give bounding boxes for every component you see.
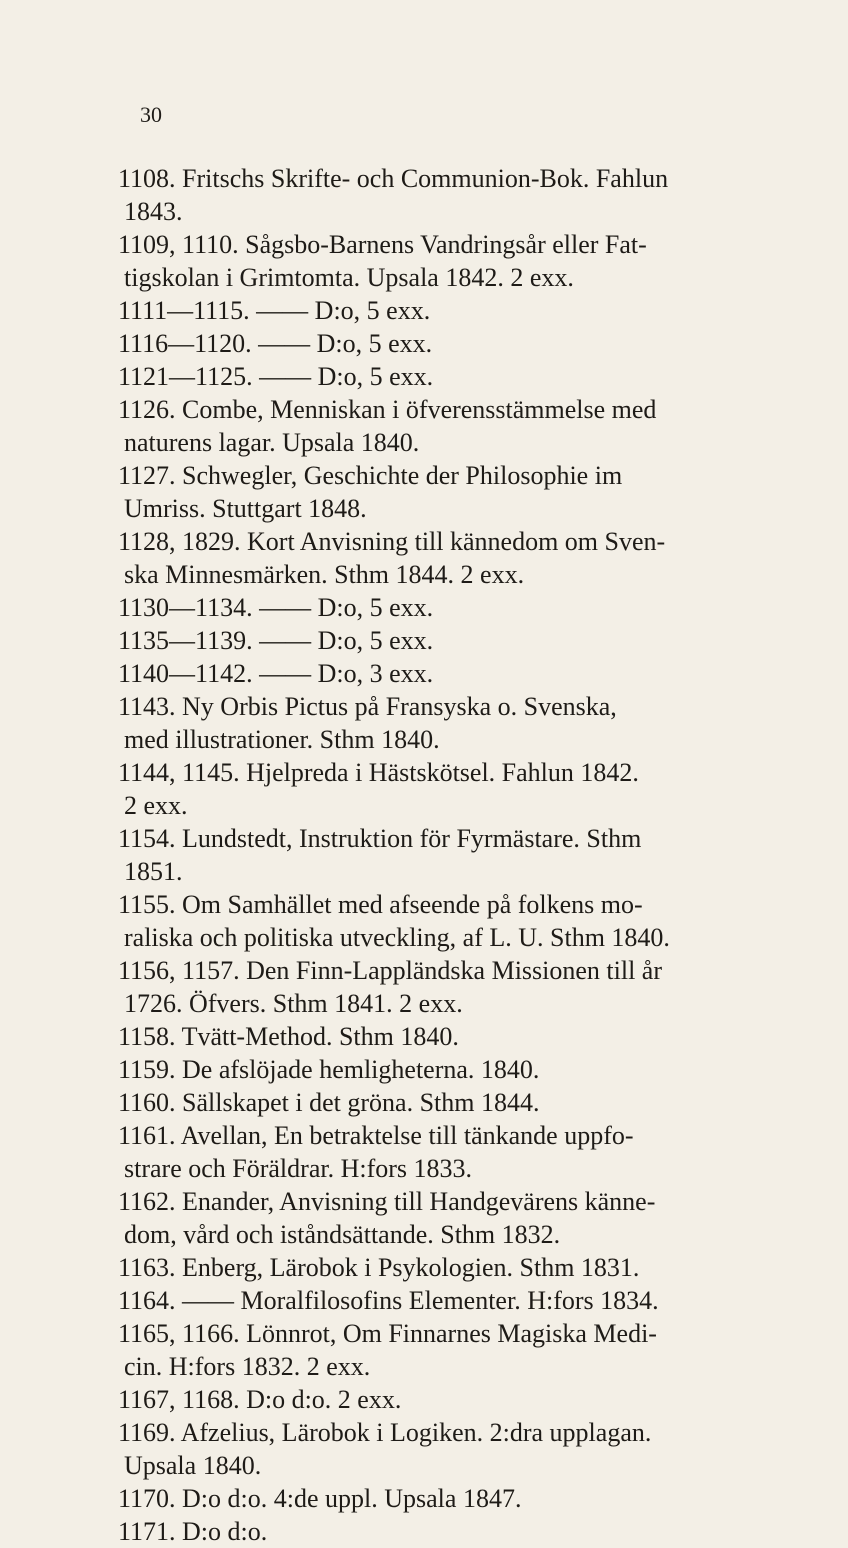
entry-line: 1130—1134. —— D:o, 5 exx.: [118, 593, 434, 622]
entry-continuation: naturens lagar. Upsala 1840.: [124, 428, 420, 457]
entry-line: 1165, 1166. Lönnrot, Om Finnarnes Magiska Medi-: [118, 1319, 657, 1348]
catalog-entry: [112, 888, 802, 954]
entry-continuation: strare och Föräldrar. H:fors 1833.: [124, 1154, 473, 1183]
catalog-entry: [112, 327, 802, 360]
entry-continuation: med illustrationer. Sthm 1840.: [124, 725, 440, 754]
entry-continuation: 1726. Öfvers. Sthm 1841. 2 exx.: [124, 989, 463, 1018]
entry-line: 1144, 1145. Hjelpreda i Hästskötsel. Fahlun 1842.: [118, 758, 639, 787]
entry-line: 1135—1139. —— D:o, 5 exx.: [118, 626, 434, 655]
entry-continuation: Upsala 1840.: [124, 1451, 262, 1480]
catalog-entry: [112, 360, 802, 393]
entry-line: 1111—1115. —— D:o, 5 exx.: [118, 296, 431, 325]
catalog-entries: [112, 162, 802, 1548]
catalog-entry: [112, 1020, 802, 1053]
catalog-entry: [112, 1317, 802, 1383]
catalog-entry: [112, 1284, 802, 1317]
entry-continuation: raliska och politiska utveckling, af L. U. Sthm 1840.: [124, 923, 670, 952]
catalog-entry: [112, 294, 802, 327]
catalog-entry: [112, 657, 802, 690]
entry-line: 1143. Ny Orbis Pictus på Fransyska o. Svenska,: [118, 692, 617, 721]
entry-line: 1162. Enander, Anvisning till Handgevärens känne-: [118, 1187, 656, 1216]
entry-continuation: Umriss. Stuttgart 1848.: [124, 494, 367, 523]
entry-line: 1170. D:o d:o. 4:de uppl. Upsala 1847.: [118, 1484, 522, 1513]
catalog-entry: [112, 591, 802, 624]
entry-line: 1116—1120. —— D:o, 5 exx.: [118, 329, 433, 358]
entry-line: 1158. Tvätt-Method. Sthm 1840.: [118, 1022, 459, 1051]
entry-line: 1163. Enberg, Lärobok i Psykologien. Sthm 1831.: [118, 1253, 640, 1282]
catalog-entry: [112, 954, 802, 1020]
entry-line: 1126. Combe, Menniskan i öfverensstämmelse med: [118, 395, 657, 424]
entry-continuation: dom, vård och iståndsättande. Sthm 1832.: [124, 1220, 561, 1249]
entry-continuation: cin. H:fors 1832. 2 exx.: [124, 1352, 371, 1381]
catalog-entry: [112, 756, 802, 822]
catalog-entry: [112, 1251, 802, 1284]
catalog-entry: [112, 1119, 802, 1185]
entry-line: 1169. Afzelius, Lärobok i Logiken. 2:dra upplagan.: [118, 1418, 652, 1447]
catalog-entry: [112, 624, 802, 657]
entry-line: 1156, 1157. Den Finn-Lappländska Missionen till år: [118, 956, 663, 985]
entry-line: 1167, 1168. D:o d:o. 2 exx.: [118, 1385, 402, 1414]
catalog-entry: [112, 690, 802, 756]
entry-continuation: 1843.: [124, 197, 183, 226]
entry-line: 1121—1125. —— D:o, 5 exx.: [118, 362, 434, 391]
catalog-entry: [112, 1053, 802, 1086]
entry-continuation: ska Minnesmärken. Sthm 1844. 2 exx.: [124, 560, 525, 589]
catalog-entry: [112, 1185, 802, 1251]
catalog-entry: [112, 822, 802, 888]
catalog-entry: [112, 228, 802, 294]
catalog-entry: [112, 1086, 802, 1119]
entry-line: 1159. De afslöjade hemligheterna. 1840.: [118, 1055, 540, 1084]
entry-line: 1109, 1110. Sågsbo-Barnens Vandringsår eller Fat-: [118, 230, 647, 259]
catalog-entry: [112, 525, 802, 591]
entry-line: 1127. Schwegler, Geschichte der Philosophie im: [118, 461, 623, 490]
entry-continuation: 2 exx.: [124, 791, 188, 820]
catalog-entry: [112, 459, 802, 525]
entry-line: 1108. Fritschs Skrifte- och Communion-Bok. Fahlun: [118, 164, 669, 193]
entry-continuation: tigskolan i Grimtomta. Upsala 1842. 2 exx.: [124, 263, 574, 292]
entry-line: 1160. Sällskapet i det gröna. Sthm 1844.: [118, 1088, 540, 1117]
entry-line: 1154. Lundstedt, Instruktion för Fyrmästare. Sthm: [118, 824, 642, 853]
entry-line: 1171. D:o d:o.: [118, 1517, 268, 1546]
page-number: 30: [140, 102, 162, 127]
entry-line: 1128, 1829. Kort Anvisning till kännedom om Sven-: [118, 527, 666, 556]
catalog-entry: [112, 1416, 802, 1482]
entry-line: 1155. Om Samhället med afseende på folkens mo-: [118, 890, 643, 919]
entry-line: 1164. —— Moralfilosofins Elementer. H:fors 1834.: [118, 1286, 659, 1315]
entry-line: 1140—1142. —— D:o, 3 exx.: [118, 659, 434, 688]
catalog-entry: [112, 1383, 802, 1416]
entry-continuation: 1851.: [124, 857, 183, 886]
catalog-entry: [112, 393, 802, 459]
catalog-entry: [112, 1515, 802, 1548]
entry-line: 1161. Avellan, En betraktelse till tänkande uppfo-: [118, 1121, 634, 1150]
catalog-entry: [112, 162, 802, 228]
catalog-entry: [112, 1482, 802, 1515]
